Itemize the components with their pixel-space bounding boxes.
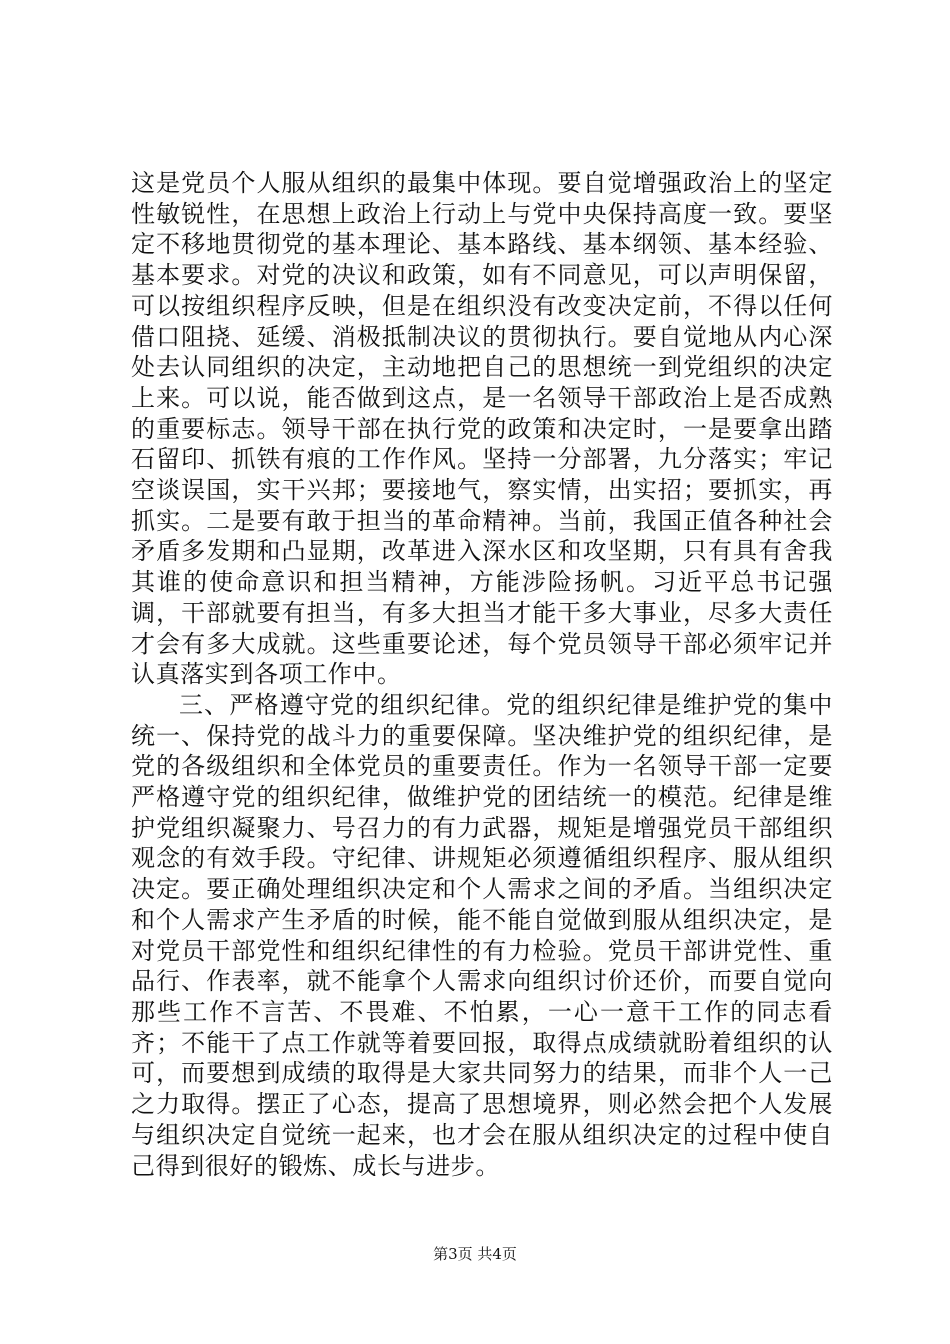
body-text [131,168,833,1181]
paragraph-section-three: 三、严格遵守党的组织纪律。党的组织纪律是维护党的集中统一、保持党的战斗力的重要保障。坚决维护党的组织纪律，是党的各级组织和全体党员的重要责任。作为一名领导干部一定要严格遵守党的组织纪律，做维护党的团结统一的模范。纪律是维护党组织凝聚力、号召力的有力武器，规矩是增强党员干部组织观念的有效手段。守纪律、讲规矩必须遵循组织程序、服从组织决定。要正确处理组织决定和个人需求之间的矛盾。当组织决定和个人需求产生矛盾的时候，能不能自觉做到服从组织决定，是对党员干部党性和组织纪律性的有力检验。党员干部讲党性、重品行、作表率，就不能拿个人需求向组织讨价还价，而要自觉向那些工作不言苦、不畏难、不怕累，一心一意干工作的同志看齐；不能干了点工作就等着要回报，取得点成绩就盼着组织的认可，而要想到成绩的取得是大家共同努力的结果，而非个人一己之力取得。摆正了心态，提高了思想境界，则必然会把个人发展与组织决定自觉统一起来，也才会在服从组织决定的过程中使自己得到很好的锻炼、成长与进步。 [131,690,833,1180]
page-footer: 第3页 共4页 [433,1245,517,1263]
paragraph-continuation: 这是党员个人服从组织的最集中体现。要自觉增强政治上的坚定性敏锐性，在思想上政治上行动上与党中央保持高度一致。要坚定不移地贯彻党的基本理论、基本路线、基本纲领、基本经验、基本要求。对党的决议和政策，如有不同意见，可以声明保留，可以按组织程序反映，但是在组织没有改变决定前，不得以任何借口阻挠、延缓、消极抵制决议的贯彻执行。要自觉地从内心深处去认同组织的决定，主动地把自己的思想统一到党组织的决定上来。可以说，能否做到这点，是一名领导干部政治上是否成熟的重要标志。领导干部在执行党的政策和决定时，一是要拿出踏石留印、抓铁有痕的工作作风。坚持一分部署，九分落实；牢记空谈误国，实干兴邦；要接地气，察实情，出实招；要抓实，再抓实。二是要有敢于担当的革命精神。当前，我国正值各种社会矛盾多发期和凸显期，改革进入深水区和攻坚期，只有具有舍我其谁的使命意识和担当精神，方能涉险扬帆。习近平总书记强调，干部就要有担当，有多大担当才能干多大事业，尽多大责任才会有多大成就。这些重要论述，每个党员领导干部必须牢记并认真落实到各项工作中。 [131,169,833,689]
